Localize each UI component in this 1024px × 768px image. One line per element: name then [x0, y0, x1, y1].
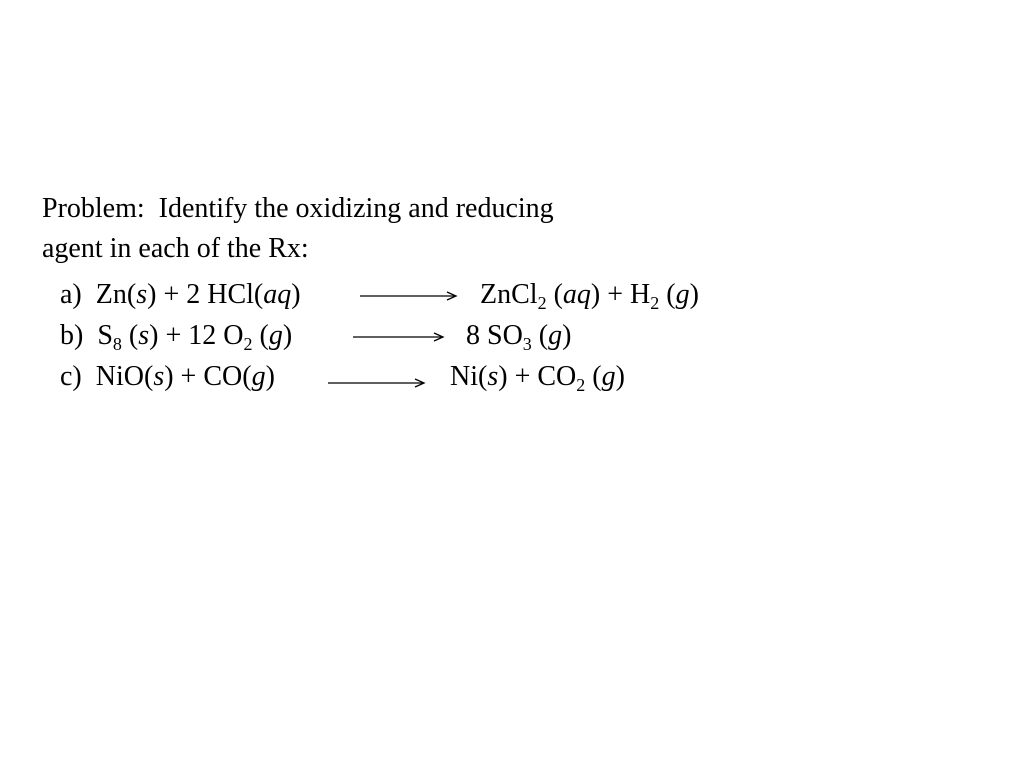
reaction-c-reactant-1: NiO(s): [95, 361, 174, 392]
reaction-b-product-1: 8 $SO_3$ (g): [466, 320, 572, 354]
reaction-c-products: [450, 361, 625, 395]
reaction-b-products: [466, 320, 572, 354]
reaction-c-plus-1: +: [180, 361, 197, 392]
reaction-b-reactant-1: $S_8$ (s): [97, 320, 159, 354]
reaction-c-arrow-icon: [328, 377, 426, 389]
problem-text-1: Identify the oxidizing and reducing: [158, 193, 554, 224]
reaction-c-product-2: $CO_2$ (g): [537, 361, 625, 395]
reaction-a-product-2: $H_2$ (g): [630, 279, 699, 313]
problem-line-1: [42, 193, 554, 225]
reaction-a-reactant-1: Zn(s): [95, 279, 157, 310]
reaction-c-reactant-2: CO(g): [203, 361, 275, 392]
problem-line-2: agent in each of the Rx:: [42, 233, 309, 264]
reaction-b-tag: b): [60, 320, 84, 351]
reaction-a-plus-2: +: [607, 279, 624, 310]
reaction-c-tag: c): [60, 361, 82, 392]
reaction-b-arrow-icon: [353, 331, 445, 343]
reaction-c-reactants: [60, 363, 275, 391]
reaction-c-plus-2: +: [514, 361, 531, 392]
reaction-a-products: [480, 279, 699, 313]
reaction-a-product-1: ZnCl$_2$ (aq): [480, 279, 601, 313]
reaction-c-product-1: Ni(s): [450, 361, 508, 392]
reaction-b-plus-1: +: [165, 320, 182, 351]
reaction-b-reactants: [60, 320, 293, 354]
reaction-a-arrow-icon: [360, 290, 458, 302]
reaction-a-plus-1: +: [163, 279, 180, 310]
reaction-a-tag: a): [60, 279, 82, 310]
problem-label: Problem:: [42, 193, 145, 224]
reaction-a-reactant-2: 2 HCl(aq): [186, 279, 301, 310]
reaction-a-reactants: [60, 281, 301, 309]
reaction-b-reactant-2: 12 $O_2$ (g): [188, 320, 293, 354]
